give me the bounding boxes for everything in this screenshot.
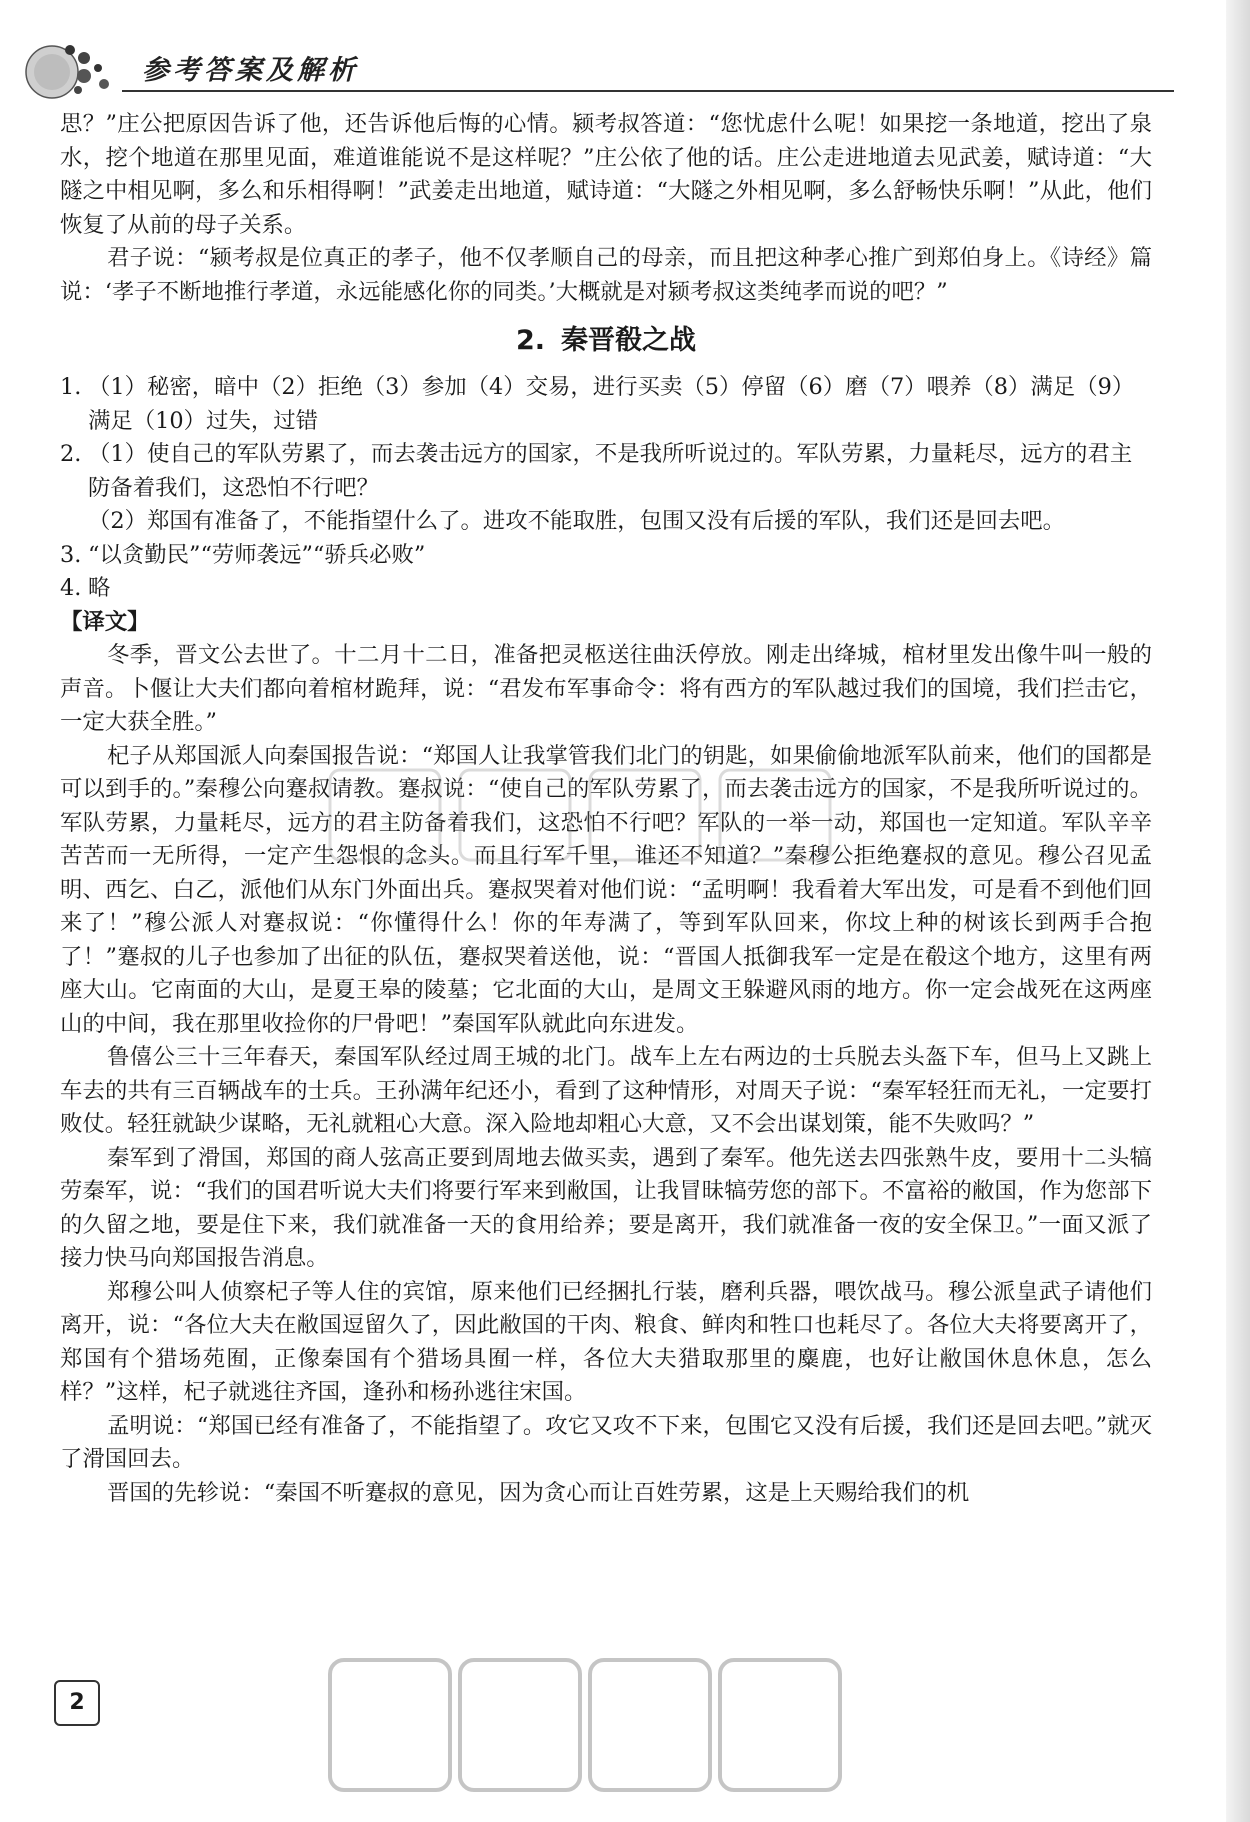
answer-text: （1）使自己的军队劳累了，而去袭击远方的国家，不是我所听说过的。军队劳累，力量耗尽，远方的君主防备着我们，这恐怕不行吧？ bbox=[88, 441, 1133, 501]
translation-paragraph: 鲁僖公三十三年春天，秦国军队经过周王城的北门。战车上左右两边的士兵脱去头盔下车，但马上又跳上车去的共有三百辆战车的士兵。王孙满年纪还小，看到了这种情形，对周天子说：“秦军轻狂而无礼，一定要打败仗。轻狂就缺少谋略，无礼就粗心大意。深入险地却粗心大意，又不会出谋划策，能不失败吗？” bbox=[60, 1044, 1152, 1137]
header-title: 参考答案及解析 bbox=[142, 55, 359, 86]
answer-number: 3. bbox=[60, 541, 82, 568]
translation-paragraph: 郑穆公叫人侦察杞子等人住的宾馆，原来他们已经捆扎行装，磨利兵器，喂饮战马。穆公派皇武子请他们离开，说：“各位大夫在敝国逗留久了，因此敝国的干肉、粮食、鲜肉和牲口也耗尽了。各位大夫将要离开了，郑国有个猎场苑囿，正像秦国有个猎场具囿一样，各位大夫猎取那里的麋鹿，也好让敝国休息休息，怎么样？”这样，杞子就逃往齐国，逢孙和杨孙逃往宋国。 bbox=[60, 1278, 1152, 1405]
page-header bbox=[22, 38, 1152, 100]
translation-paragraph: 孟明说：“郑国已经有准备了，不能指望了。攻它又攻不下来，包围它又没有后援，我们还是回去吧。”就灭了滑国回去。 bbox=[60, 1412, 1152, 1472]
answer-text: 略 bbox=[88, 575, 111, 601]
watermark-overlay bbox=[320, 760, 860, 870]
intro-paragraph: 君子说：“颍考叔是位真正的孝子，他不仅孝顺自己的母亲，而且把这种孝心推广到郑伯身上。《诗经》篇说：‘孝子不断地推行孝道，永远能感化你的同类。’大概就是对颍考叔这类纯孝而说的吧？” bbox=[60, 245, 1152, 305]
answer-item bbox=[60, 438, 1152, 505]
section-title-text: 秦晋殽之战 bbox=[561, 325, 697, 356]
answer-text: （1）秘密，暗中（2）拒绝（3）参加（4）交易，进行买卖（5）停留（6）磨（7）喂养（8）满足（9）满足（10）过失，过错 bbox=[88, 374, 1135, 434]
header-divider bbox=[122, 90, 1174, 92]
answer-item bbox=[60, 371, 1152, 438]
translation-paragraph: 秦军到了滑国，郑国的商人弦高正要到周地去做买卖，遇到了秦军。他先送去四张熟牛皮，要用十二头犒劳秦军，说：“我们的国君听说大夫们将要行军来到敝国，让我冒昧犒劳您的部下。不富裕的敝国，作为您部下的久留之地，要是住下来，我们就准备一天的食用给养；要是离开，我们就准备一夜的安全保卫。”一面又派了接力快马向郑国报告消息。 bbox=[60, 1144, 1152, 1271]
answer-text: “以贪勤民”“劳师袭远”“骄兵必败” bbox=[88, 541, 426, 568]
section-title bbox=[60, 321, 1152, 361]
page-number: 2 bbox=[54, 1680, 100, 1726]
answer-item bbox=[60, 539, 1152, 573]
answer-number: 1. bbox=[60, 374, 82, 400]
intro-paragraph: 思？”庄公把原因告诉了他，还告诉他后悔的心情。颍考叔答道：“您忧虑什么呢！如果挖一条地道，挖出了泉水，挖个地道在那里见面，难道谁能说不是这样呢？”庄公依了他的话。庄公走进地道去见武姜，赋诗道：“大隧之中相见啊，多么和乐相得啊！”武姜走出地道，赋诗道：“大隧之外相见啊，多么舒畅快乐啊！”从此，他们恢复了从前的母子关系。 bbox=[60, 111, 1152, 238]
decorative-dots-logo bbox=[22, 38, 132, 100]
answer-number: 2. bbox=[60, 441, 82, 467]
section-number: 2. bbox=[515, 325, 546, 356]
answer-item bbox=[60, 572, 1152, 606]
watermark-overlay bbox=[325, 1650, 845, 1800]
translation-heading: 【译文】 bbox=[60, 608, 150, 635]
page-edge-shadow bbox=[1226, 0, 1250, 1822]
answer-number: 4. bbox=[60, 575, 82, 601]
translation-paragraph: 冬季，晋文公去世了。十二月十二日，准备把灵柩送往曲沃停放。刚走出绛城，棺材里发出像牛叫一般的声音。卜偃让大夫们都向着棺材跪拜，说：“君发布军事命令：将有西方的军队越过我们的国境，我们拦击它，一定大获全胜。” bbox=[60, 642, 1152, 735]
answer-subitem: （2）郑国有准备了，不能指望什么了。进攻不能取胜，包围又没有后援的军队，我们还是回去吧。 bbox=[88, 508, 1066, 534]
translation-paragraph: 晋国的先轸说：“秦国不听蹇叔的意见，因为贪心而让百姓劳累，这是上天赐给我们的机 bbox=[107, 1479, 970, 1506]
translation-paragraph: 杞子从郑国派人向秦国报告说：“郑国人让我掌管我们北门的钥匙，如果偷偷地派军队前来，他们的国都是可以到手的。”秦穆公向蹇叔请教。蹇叔说：“使自己的军队劳累了，而去袭击远方的国家，不是我所听说过的。军队劳累，力量耗尽，远方的君主防备着我们，这恐怕不行吧？军队的一举一动，郑国也一定知道。军队辛辛苦苦而一无所得，一定产生怨恨的念头。而且行军千里，谁还不知道？”秦穆公拒绝蹇叔的意见。穆公召见孟明、西乞、白乙，派他们从东门外面出兵。蹇叔哭着对他们说：“孟明啊！我看着大军出发，可是看不到他们回来了！”穆公派人对蹇叔说：“你懂得什么！你的年寿满了，等到军队回来，你坟上种的树该长到两手合抱了！”蹇叔的儿子也参加了出征的队伍，蹇叔哭着送他，说：“晋国人抵御我军一定是在殽这个地方，这里有两座大山。它南面的大山，是夏王皋的陵墓；它北面的大山，是周文王躲避风雨的地方。你一定会战死在这两座山的中间，我在那里收捡你的尸骨吧！”秦国军队就此向东进发。 bbox=[60, 742, 1152, 1037]
